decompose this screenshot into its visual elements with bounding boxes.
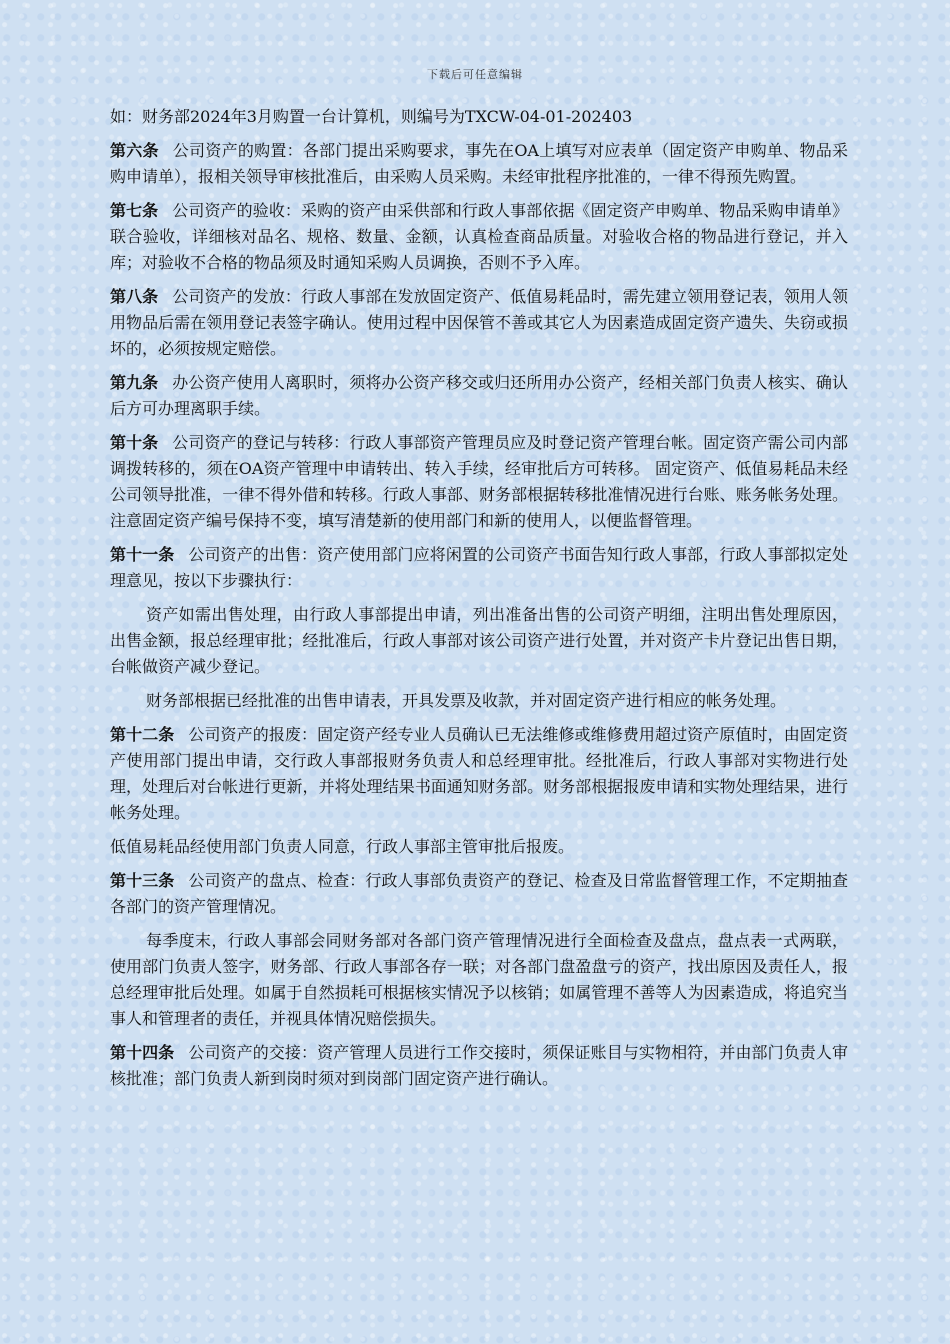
paragraph [110,104,848,130]
article-title: 第八条 [110,287,159,306]
paragraph [110,688,848,714]
paragraph [110,928,848,1032]
article-title: 第十一条 [110,545,175,564]
paragraph-text: 公司资产的出售：资产使用部门应将闲置的公司资产书面告知行政人事部，行政人事部拟定处理意见，按以下步骤执行： [110,545,848,590]
paragraph [110,868,848,920]
paragraph-text: 低值易耗品经使用部门负责人同意，行政人事部主管审批后报废。 [110,837,575,856]
paragraph [110,430,848,534]
paragraph-text: 财务部根据已经批准的出售申请表，开具发票及收款，并对固定资产进行相应的帐务处理。 [146,691,787,710]
paragraph-text: 办公资产使用人离职时，须将办公资产移交或归还所用办公资产，经相关部门负责人核实、确认后方可办理离职手续。 [110,373,848,418]
paragraph-text: 公司资产的发放：行政人事部在发放固定资产、低值易耗品时，需先建立领用登记表，领用人领用物品后需在领用登记表签字确认。使用过程中因保管不善或其它人为因素造成固定资产遗失、失窃或损坏的，必须按规定赔偿。 [110,287,848,358]
paragraph-text: 公司资产的交接：资产管理人员进行工作交接时，须保证账目与实物相符，并由部门负责人审核批准；部门负责人新到岗时须对到岗部门固定资产进行确认。 [110,1043,848,1088]
paragraph-text: 公司资产的报废：固定资产经专业人员确认已无法维修或维修费用超过资产原值时，由固定资产使用部门提出申请，交行政人事部报财务负责人和总经理审批。经批准后，行政人事部对实物进行处理，处理后对台帐进行更新，并将处理结果书面通知财务部。财务部根据报废申请和实物处理结果，进行帐务处理。 [110,725,848,822]
paragraph [110,138,848,190]
article-title: 第六条 [110,141,159,160]
paragraph [110,1040,848,1092]
paragraph [110,370,848,422]
paragraph-text: 每季度末，行政人事部会同财务部对各部门资产管理情况进行全面检查及盘点，盘点表一式两联，使用部门负责人签字，财务部、行政人事部各存一联；对各部门盘盈盘亏的资产，找出原因及责任人，报总经理审批后处理。如属于自然损耗可根据核实情况予以核销；如属管理不善等人为因素造成，将追究当事人和管理者的责任，并视具体情况赔偿损失。 [110,931,848,1028]
paragraph [110,602,848,680]
article-title: 第十条 [110,433,159,452]
header-note: 下载后可任意编辑 [427,68,523,81]
paragraph-text: 如：财务部2024年3月购置一台计算机，则编号为TXCW-04-01-202403 [110,107,633,126]
paragraph-text: 公司资产的登记与转移：行政人事部资产管理员应及时登记资产管理台帐。固定资产需公司内部调拨转移的，须在OA资产管理中申请转出、转入手续，经审批后方可转移。 固定资产、低值易耗品未经公司领导批准，一律不得外借和转移。行政人事部、财务部根据转移批准情况进行台账、账务帐务处理。注意固定资产编号保持不变，填写清楚新的使用部门和新的使用人，以便监督管理。 [110,433,848,530]
article-title: 第十三条 [110,871,175,890]
paragraph-text: 公司资产的验收：采购的资产由采供部和行政人事部依据《固定资产申购单、物品采购申请单》联合验收，详细核对品名、规格、数量、金额，认真检查商品质量。对验收合格的物品进行登记，并入库；对验收不合格的物品须及时通知采购人员调换，否则不予入库。 [110,201,848,272]
paragraph-text: 资产如需出售处理，由行政人事部提出申请，列出准备出售的公司资产明细，注明出售处理原因，出售金额，报总经理审批；经批准后，行政人事部对该公司资产进行处置，并对资产卡片登记出售日期，台帐做资产减少登记。 [110,605,848,676]
paragraph [110,198,848,276]
article-title: 第十二条 [110,725,175,744]
paragraph [110,722,848,826]
paragraph-text: 公司资产的盘点、检查：行政人事部负责资产的登记、检查及日常监督管理工作，不定期抽查各部门的资产管理情况。 [110,871,848,916]
paragraph-text: 公司资产的购置：各部门提出采购要求，事先在OA上填写对应表单（固定资产申购单、物品采购申请单），报相关领导审核批准后，由采购人员采购。未经审批程序批准的，一律不得预先购置。 [110,141,848,186]
paragraph [110,834,848,860]
article-title: 第十四条 [110,1043,175,1062]
article-title: 第九条 [110,373,159,392]
article-title: 第七条 [110,201,159,220]
paragraph [110,542,848,594]
document-body [110,104,848,1100]
paragraph [110,284,848,362]
